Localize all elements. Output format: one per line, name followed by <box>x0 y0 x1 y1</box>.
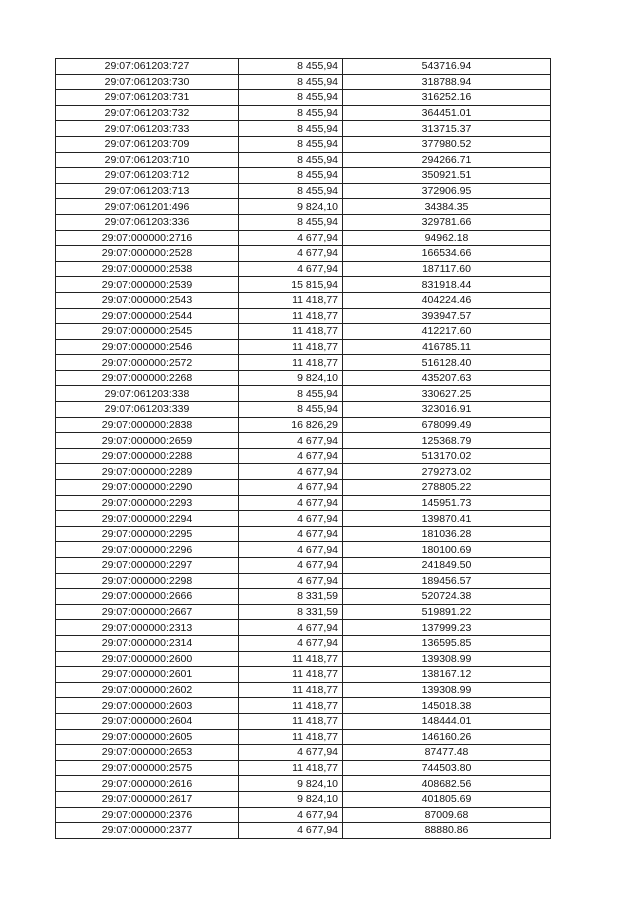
cadastral-number-cell: 29:07:000000:2544 <box>56 308 239 324</box>
table-row <box>56 495 551 511</box>
rate-cell: 4 677,94 <box>239 558 343 574</box>
data-table <box>55 58 551 839</box>
table-row <box>56 74 551 90</box>
table-row <box>56 214 551 230</box>
rate-cell: 4 677,94 <box>239 464 343 480</box>
table-row <box>56 339 551 355</box>
rate-cell: 11 418,77 <box>239 713 343 729</box>
value-cell: 294266.71 <box>343 152 551 168</box>
table-row <box>56 791 551 807</box>
value-cell: 136595.85 <box>343 635 551 651</box>
rate-cell: 11 418,77 <box>239 308 343 324</box>
cadastral-number-cell: 29:07:000000:2376 <box>56 807 239 823</box>
table-row <box>56 355 551 371</box>
rate-cell: 8 455,94 <box>239 136 343 152</box>
cadastral-number-cell: 29:07:000000:2601 <box>56 667 239 683</box>
table-row <box>56 90 551 106</box>
table-row <box>56 760 551 776</box>
rate-cell: 4 677,94 <box>239 433 343 449</box>
value-cell: 139308.99 <box>343 682 551 698</box>
cadastral-number-cell: 29:07:000000:2602 <box>56 682 239 698</box>
table-row <box>56 402 551 418</box>
rate-cell: 11 418,77 <box>239 667 343 683</box>
cadastral-number-cell: 29:07:000000:2716 <box>56 230 239 246</box>
table-row <box>56 261 551 277</box>
value-cell: 831918.44 <box>343 277 551 293</box>
value-cell: 543716.94 <box>343 59 551 75</box>
table-row <box>56 635 551 651</box>
rate-cell: 4 677,94 <box>239 745 343 761</box>
rate-cell: 4 677,94 <box>239 511 343 527</box>
rate-cell: 8 455,94 <box>239 105 343 121</box>
cadastral-number-cell: 29:07:000000:2314 <box>56 635 239 651</box>
value-cell: 408682.56 <box>343 776 551 792</box>
rate-cell: 8 455,94 <box>239 214 343 230</box>
table-row <box>56 729 551 745</box>
cadastral-number-cell: 29:07:000000:2653 <box>56 745 239 761</box>
table-row <box>56 823 551 839</box>
value-cell: 241849.50 <box>343 558 551 574</box>
rate-cell: 8 455,94 <box>239 386 343 402</box>
rate-cell: 4 677,94 <box>239 573 343 589</box>
rate-cell: 11 418,77 <box>239 339 343 355</box>
table-row <box>56 776 551 792</box>
table-row <box>56 277 551 293</box>
cadastral-number-cell: 29:07:061203:336 <box>56 214 239 230</box>
value-cell: 34384.35 <box>343 199 551 215</box>
rate-cell: 4 677,94 <box>239 542 343 558</box>
table-row <box>56 698 551 714</box>
value-cell: 519891.22 <box>343 604 551 620</box>
table-row <box>56 105 551 121</box>
value-cell: 146160.26 <box>343 729 551 745</box>
cadastral-number-cell: 29:07:061203:727 <box>56 59 239 75</box>
rate-cell: 4 677,94 <box>239 526 343 542</box>
rate-cell: 11 418,77 <box>239 292 343 308</box>
rate-cell: 8 331,59 <box>239 589 343 605</box>
value-cell: 139308.99 <box>343 651 551 667</box>
rate-cell: 4 677,94 <box>239 807 343 823</box>
rate-cell: 11 418,77 <box>239 760 343 776</box>
table-row <box>56 121 551 137</box>
rate-cell: 9 824,10 <box>239 776 343 792</box>
cadastral-number-cell: 29:07:000000:2268 <box>56 370 239 386</box>
value-cell: 377980.52 <box>343 136 551 152</box>
table-row <box>56 745 551 761</box>
cadastral-number-cell: 29:07:061201:496 <box>56 199 239 215</box>
value-cell: 94962.18 <box>343 230 551 246</box>
table-row <box>56 480 551 496</box>
value-cell: 678099.49 <box>343 417 551 433</box>
table-row <box>56 682 551 698</box>
rate-cell: 4 677,94 <box>239 246 343 262</box>
cadastral-number-cell: 29:07:000000:2296 <box>56 542 239 558</box>
table-row <box>56 667 551 683</box>
value-cell: 189456.57 <box>343 573 551 589</box>
cadastral-number-cell: 29:07:000000:2617 <box>56 791 239 807</box>
value-cell: 393947.57 <box>343 308 551 324</box>
table-row <box>56 136 551 152</box>
table-row <box>56 511 551 527</box>
table-row <box>56 573 551 589</box>
value-cell: 187117.60 <box>343 261 551 277</box>
cadastral-number-cell: 29:07:061203:339 <box>56 402 239 418</box>
rate-cell: 8 455,94 <box>239 59 343 75</box>
rate-cell: 16 826,29 <box>239 417 343 433</box>
cadastral-number-cell: 29:07:000000:2293 <box>56 495 239 511</box>
value-cell: 148444.01 <box>343 713 551 729</box>
value-cell: 278805.22 <box>343 480 551 496</box>
table-row <box>56 589 551 605</box>
rate-cell: 15 815,94 <box>239 277 343 293</box>
cadastral-number-cell: 29:07:061203:731 <box>56 90 239 106</box>
table-row <box>56 183 551 199</box>
cadastral-number-cell: 29:07:000000:2289 <box>56 464 239 480</box>
rate-cell: 9 824,10 <box>239 199 343 215</box>
cadastral-number-cell: 29:07:061203:710 <box>56 152 239 168</box>
value-cell: 412217.60 <box>343 324 551 340</box>
rate-cell: 8 455,94 <box>239 74 343 90</box>
table-row <box>56 620 551 636</box>
cadastral-number-cell: 29:07:000000:2377 <box>56 823 239 839</box>
value-cell: 404224.46 <box>343 292 551 308</box>
cadastral-number-cell: 29:07:000000:2545 <box>56 324 239 340</box>
cadastral-number-cell: 29:07:000000:2838 <box>56 417 239 433</box>
value-cell: 145951.73 <box>343 495 551 511</box>
rate-cell: 11 418,77 <box>239 355 343 371</box>
rate-cell: 4 677,94 <box>239 448 343 464</box>
cadastral-number-cell: 29:07:000000:2546 <box>56 339 239 355</box>
rate-cell: 11 418,77 <box>239 651 343 667</box>
rate-cell: 4 677,94 <box>239 635 343 651</box>
cadastral-number-cell: 29:07:000000:2298 <box>56 573 239 589</box>
value-cell: 313715.37 <box>343 121 551 137</box>
cadastral-number-cell: 29:07:000000:2288 <box>56 448 239 464</box>
cadastral-number-cell: 29:07:000000:2297 <box>56 558 239 574</box>
value-cell: 744503.80 <box>343 760 551 776</box>
rate-cell: 4 677,94 <box>239 230 343 246</box>
table-row <box>56 308 551 324</box>
value-cell: 145018.38 <box>343 698 551 714</box>
cadastral-number-cell: 29:07:000000:2616 <box>56 776 239 792</box>
rate-cell: 4 677,94 <box>239 495 343 511</box>
value-cell: 279273.02 <box>343 464 551 480</box>
cadastral-number-cell: 29:07:000000:2539 <box>56 277 239 293</box>
value-cell: 180100.69 <box>343 542 551 558</box>
table-row <box>56 386 551 402</box>
table-body <box>56 59 551 839</box>
value-cell: 329781.66 <box>343 214 551 230</box>
value-cell: 330627.25 <box>343 386 551 402</box>
rate-cell: 9 824,10 <box>239 370 343 386</box>
value-cell: 87477.48 <box>343 745 551 761</box>
value-cell: 364451.01 <box>343 105 551 121</box>
value-cell: 416785.11 <box>343 339 551 355</box>
cadastral-number-cell: 29:07:000000:2290 <box>56 480 239 496</box>
value-cell: 166534.66 <box>343 246 551 262</box>
table-row <box>56 59 551 75</box>
cadastral-number-cell: 29:07:000000:2295 <box>56 526 239 542</box>
table-row <box>56 246 551 262</box>
cadastral-number-cell: 29:07:000000:2543 <box>56 292 239 308</box>
cadastral-number-cell: 29:07:061203:712 <box>56 168 239 184</box>
cadastral-number-cell: 29:07:000000:2313 <box>56 620 239 636</box>
value-cell: 316252.16 <box>343 90 551 106</box>
value-cell: 372906.95 <box>343 183 551 199</box>
rate-cell: 4 677,94 <box>239 480 343 496</box>
table-row <box>56 230 551 246</box>
table-row <box>56 464 551 480</box>
cadastral-number-cell: 29:07:000000:2538 <box>56 261 239 277</box>
value-cell: 401805.69 <box>343 791 551 807</box>
value-cell: 181036.28 <box>343 526 551 542</box>
table-row <box>56 292 551 308</box>
cadastral-number-cell: 29:07:000000:2604 <box>56 713 239 729</box>
table-row <box>56 168 551 184</box>
table-row <box>56 651 551 667</box>
value-cell: 516128.40 <box>343 355 551 371</box>
cadastral-number-cell: 29:07:000000:2294 <box>56 511 239 527</box>
table-row <box>56 448 551 464</box>
cadastral-number-cell: 29:07:000000:2603 <box>56 698 239 714</box>
cadastral-number-cell: 29:07:000000:2572 <box>56 355 239 371</box>
value-cell: 88880.86 <box>343 823 551 839</box>
value-cell: 435207.63 <box>343 370 551 386</box>
cadastral-number-cell: 29:07:000000:2575 <box>56 760 239 776</box>
rate-cell: 4 677,94 <box>239 261 343 277</box>
cadastral-number-cell: 29:07:000000:2666 <box>56 589 239 605</box>
table-row <box>56 433 551 449</box>
cadastral-number-cell: 29:07:061203:732 <box>56 105 239 121</box>
cadastral-number-cell: 29:07:061203:733 <box>56 121 239 137</box>
rate-cell: 8 455,94 <box>239 168 343 184</box>
cadastral-number-cell: 29:07:061203:709 <box>56 136 239 152</box>
cadastral-number-cell: 29:07:000000:2528 <box>56 246 239 262</box>
value-cell: 513170.02 <box>343 448 551 464</box>
cadastral-number-cell: 29:07:000000:2605 <box>56 729 239 745</box>
value-cell: 318788.94 <box>343 74 551 90</box>
table-row <box>56 324 551 340</box>
value-cell: 137999.23 <box>343 620 551 636</box>
table-row <box>56 417 551 433</box>
rate-cell: 8 455,94 <box>239 90 343 106</box>
value-cell: 87009.68 <box>343 807 551 823</box>
rate-cell: 11 418,77 <box>239 682 343 698</box>
cadastral-number-cell: 29:07:061203:730 <box>56 74 239 90</box>
rate-cell: 8 455,94 <box>239 121 343 137</box>
rate-cell: 8 455,94 <box>239 402 343 418</box>
value-cell: 125368.79 <box>343 433 551 449</box>
rate-cell: 8 455,94 <box>239 183 343 199</box>
table-row <box>56 152 551 168</box>
value-cell: 520724.38 <box>343 589 551 605</box>
value-cell: 350921.51 <box>343 168 551 184</box>
value-cell: 323016.91 <box>343 402 551 418</box>
rate-cell: 11 418,77 <box>239 698 343 714</box>
cadastral-number-cell: 29:07:061203:713 <box>56 183 239 199</box>
cadastral-number-cell: 29:07:000000:2600 <box>56 651 239 667</box>
cadastral-number-cell: 29:07:000000:2667 <box>56 604 239 620</box>
rate-cell: 8 331,59 <box>239 604 343 620</box>
table-row <box>56 542 551 558</box>
table-row <box>56 199 551 215</box>
table-row <box>56 713 551 729</box>
table-row <box>56 604 551 620</box>
rate-cell: 11 418,77 <box>239 729 343 745</box>
value-cell: 139870.41 <box>343 511 551 527</box>
rate-cell: 8 455,94 <box>239 152 343 168</box>
table-row <box>56 370 551 386</box>
table-row <box>56 558 551 574</box>
value-cell: 138167.12 <box>343 667 551 683</box>
rate-cell: 11 418,77 <box>239 324 343 340</box>
cadastral-number-cell: 29:07:061203:338 <box>56 386 239 402</box>
rate-cell: 9 824,10 <box>239 791 343 807</box>
rate-cell: 4 677,94 <box>239 620 343 636</box>
table-row <box>56 526 551 542</box>
rate-cell: 4 677,94 <box>239 823 343 839</box>
table-row <box>56 807 551 823</box>
cadastral-number-cell: 29:07:000000:2659 <box>56 433 239 449</box>
